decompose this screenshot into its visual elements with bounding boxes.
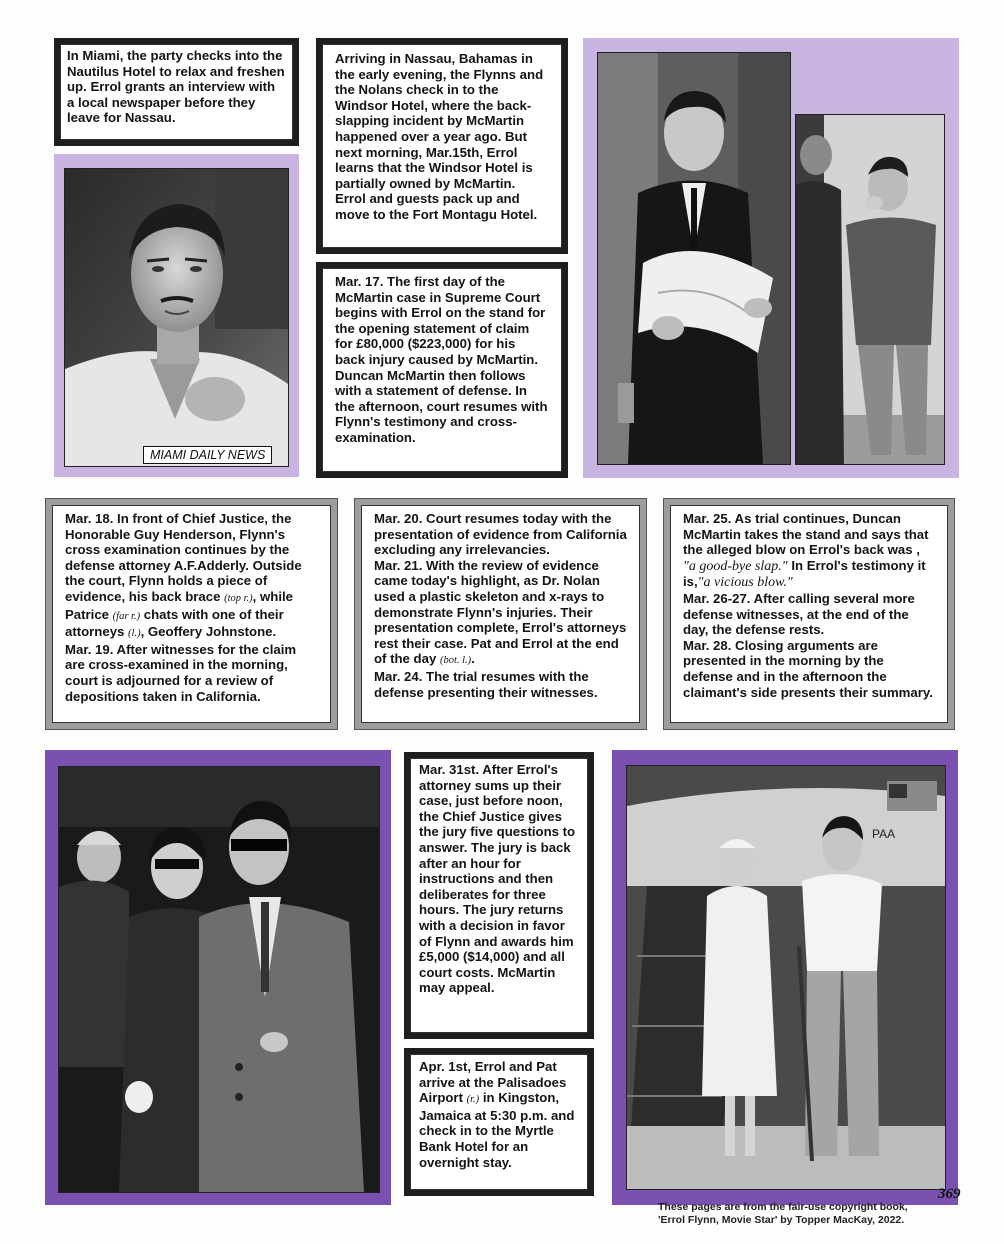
mar21-note-bot-l: (bot. l.)	[439, 655, 472, 667]
mar17-text: Mar. 17. The first day of the McMartin case in Supreme Court begins with Errol on the stand for the opening statement of claim for £80,000 ($223,000) for his back injury caused by McMartin. Duncan McMartin then follows with a statement of defense. In the afternoon, court resumes with Flynn's testimony and cross-examination.	[335, 274, 548, 445]
apr1-note-r: (r.)	[466, 1094, 480, 1106]
mar25-text-b: In Errol's testimony it is,	[683, 557, 926, 590]
pat-errol-photo-frame	[45, 750, 391, 1205]
photo-credit-caption: MIAMI DAILY NEWS	[143, 446, 272, 464]
mar25-textbox	[663, 498, 955, 730]
airport-arrival-photo	[626, 765, 946, 1190]
mar21-text	[374, 558, 627, 669]
mar18-text-b: , while Patrice	[65, 588, 293, 622]
patrice-attorney-photo	[795, 114, 945, 465]
mar25-quote-1: "a good-bye slap."	[683, 558, 788, 574]
footer-line-2: 'Errol Flynn, Movie Star' by Topper MacKay, 2022.	[658, 1214, 905, 1226]
mar28-text: Mar. 28. Closing arguments are presented in the morning by the defense and in the afternoon the claimant's side presents their summary.	[683, 637, 933, 700]
miami-textbox	[54, 38, 299, 146]
court-photo-image	[59, 767, 379, 1192]
miami-text: In Miami, the party checks into the Nautilus Hotel to relax and freshen up. Errol grants an interview with a local newspaper before they leave for Nassau.	[67, 48, 285, 126]
copyright-footer	[658, 1201, 958, 1227]
plane-marking-text: PAA	[872, 827, 896, 841]
page-number: 369	[938, 1186, 961, 1202]
mar21-text-a: Mar. 21. With the review of evidence came today's highlight, as Dr. Nolan used a plastic skeleton and x-rays to demonstrate Flynn's injuries. Their presentation complete, Errol's attorneys rest their case. Pat and Errol at the end of the day	[374, 557, 627, 667]
mar20-text: Mar. 20. Court resumes today with the presentation of evidence from California excluding any irrelevancies.	[374, 511, 627, 558]
footer-line-1: These pages are from the fair-use copyright book,	[658, 1201, 908, 1213]
attorney-photo-image	[796, 115, 944, 464]
mar26-text: Mar. 26-27. After calling several more defense witnesses, at the end of the day, the defense rests.	[683, 590, 915, 638]
apr1-text	[419, 1059, 579, 1170]
mar18-note-far-r: (far r.)	[112, 610, 141, 622]
portrait-photo-image	[65, 169, 288, 466]
mar18-note-top-r: (top r.)	[224, 592, 253, 604]
mar18-textbox	[45, 498, 338, 730]
mar18-text-c: chats with one of their attorneys	[65, 606, 284, 640]
mar18-text-a: Mar. 18. In front of Chief Justice, the Honorable Guy Henderson, Flynn's cross examination continues by the defense attorney A.F.Adderly. Outside the court, Flynn holds a piece of evidence, his back brace	[65, 511, 302, 604]
mar24-text: Mar. 24. The trial resumes with the defense presenting their witnesses.	[374, 668, 598, 700]
airport-photo-image	[627, 766, 945, 1189]
airport-photo-frame	[612, 750, 958, 1205]
mar31-text: Mar. 31st. After Errol's attorney sums up their case, just before noon, the Chief Justice gives the jury five questions to answer. The jury is back after an hour for instructions and then deliberates for three hours. The jury returns with a decision in favor of Flynn and awards him £5,000 ($14,000) and all court costs. McMartin may appeal.	[419, 762, 576, 996]
mar25-quote-2: "a vicious blow."	[697, 575, 793, 591]
mar19-text: Mar. 19. After witnesses for the claim are cross-examined in the morning, court is adjourned for a review of depositions taken in California.	[65, 641, 297, 704]
miami-photo-frame	[54, 154, 299, 477]
mar18-text-d: , Geoffery Johnstone.	[140, 624, 277, 640]
nassau-textbox	[316, 38, 568, 254]
apr1-textbox	[404, 1048, 594, 1196]
mar18-note-l: (l.)	[128, 628, 141, 640]
mar25-text-a: Mar. 25. As trial continues, Duncan McMartin takes the stand and says that the alleged blow on Errol's back was ,	[683, 511, 929, 558]
errol-back-brace-photo	[597, 52, 791, 465]
mar17-textbox	[316, 262, 568, 478]
mar20-textbox	[354, 498, 647, 730]
mar21-text-end: .	[471, 651, 475, 667]
back-brace-photo-image	[598, 53, 790, 464]
nassau-text: Arriving in Nassau, Bahamas in the early evening, the Flynns and the Nolans check in to the Windsor Hotel, where the back-slapping incident by McMartin happened over a year ago. But next morning, Mar.15th, Errol learns that the Windsor Hotel is partially owned by McMartin. Errol and guests pack up and move to the Fort Montagu Hotel.	[335, 51, 544, 222]
courthouse-photo-frame	[583, 38, 959, 478]
mar31-textbox	[404, 752, 594, 1039]
mar25-text	[683, 511, 935, 591]
apr1-text-b: in Kingston, Jamaica at 5:30 p.m. and check in to the Myrtle Bank Hotel for an overnight stay.	[419, 1090, 575, 1170]
pat-errol-court-photo	[58, 766, 380, 1193]
mar18-text	[65, 511, 318, 642]
apr1-text-a: Apr. 1st, Errol and Pat arrive at the Palisadoes Airport	[419, 1059, 567, 1106]
errol-portrait-photo	[64, 168, 289, 467]
